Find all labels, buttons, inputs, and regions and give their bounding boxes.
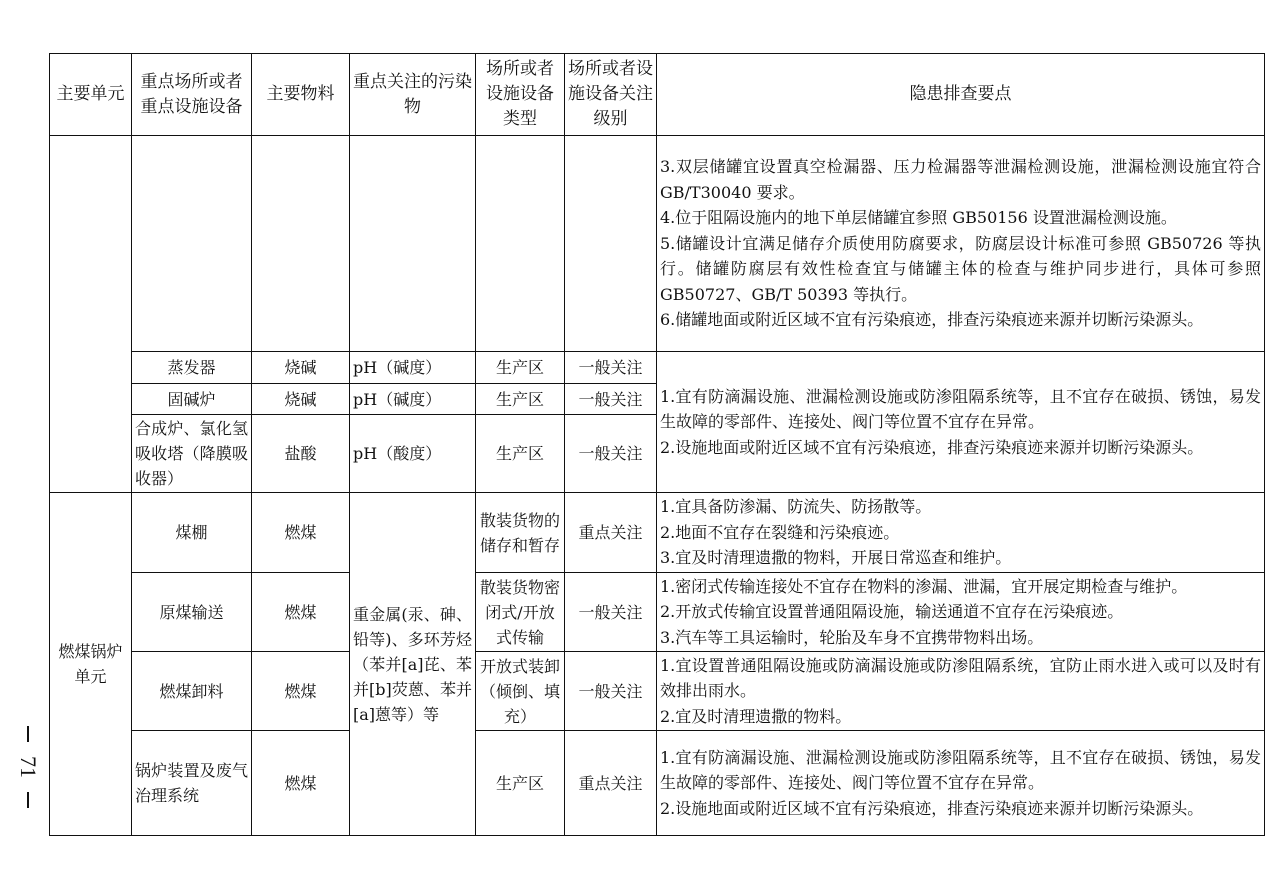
point-item: 6.储罐地面或附近区域不宜有污染痕迹，排查污染痕迹来源并切断污染源头。 bbox=[660, 310, 1204, 330]
pollutant-cell bbox=[350, 136, 476, 352]
page-number-dash-bottom bbox=[27, 792, 29, 808]
level-cell: 一般关注 bbox=[565, 384, 657, 415]
header-pollutant: 重点关注的污染物 bbox=[350, 54, 476, 136]
point-item: 5.储罐设计宜满足储存介质使用防腐要求，防腐层设计标准可参照 GB50726 等执行。储罐防腐层有效性检查宜与储罐主体的检查与维护同步进行，具体可参照 GB50727、GB/T 50393 等执行。 bbox=[660, 233, 1261, 304]
place-cell: 蒸发器 bbox=[132, 352, 252, 384]
place-cell: 合成炉、氯化氢吸收塔（降膜吸收器） bbox=[132, 415, 252, 493]
pollutant-cell: pH（碱度） bbox=[350, 352, 476, 384]
level-cell: 一般关注 bbox=[565, 352, 657, 384]
place-cell: 燃煤卸料 bbox=[132, 652, 252, 731]
level-cell: 重点关注 bbox=[565, 493, 657, 573]
type-cell bbox=[476, 136, 565, 352]
header-row bbox=[50, 54, 1265, 136]
header-points: 隐患排查要点 bbox=[657, 54, 1265, 136]
point-item: 2.宜及时清理遗撒的物料。 bbox=[660, 706, 852, 726]
place-cell: 固碱炉 bbox=[132, 384, 252, 415]
header-material: 主要物料 bbox=[252, 54, 350, 136]
table-row bbox=[50, 731, 1265, 836]
material-cell: 燃煤 bbox=[252, 731, 350, 836]
point-item: 1.宜设置普通阻隔设施或防滴漏设施或防渗阻隔系统，宜防止雨水进入或可以及时有效排出雨水。 bbox=[660, 655, 1261, 701]
point-item: 2.设施地面或附近区域不宜有污染痕迹，排查污染痕迹来源并切断污染源头。 bbox=[660, 798, 1204, 818]
header-type: 场所或者设施设备类型 bbox=[476, 54, 565, 136]
material-cell: 烧碱 bbox=[252, 352, 350, 384]
point-item: 2.开放式传输宜设置普通阻隔设施，输送通道不宜存在污染痕迹。 bbox=[660, 602, 1124, 622]
header-unit: 主要单元 bbox=[50, 54, 132, 136]
unit-cell: 燃煤锅炉单元 bbox=[50, 493, 132, 836]
type-cell: 开放式装卸（倾倒、填充） bbox=[476, 652, 565, 731]
points-cell bbox=[657, 493, 1265, 573]
point-item: 2.设施地面或附近区域不宜有污染痕迹，排查污染痕迹来源并切断污染源头。 bbox=[660, 437, 1204, 457]
page-number-value: 71 bbox=[16, 756, 41, 778]
type-cell: 生产区 bbox=[476, 384, 565, 415]
material-cell: 燃煤 bbox=[252, 652, 350, 731]
type-cell: 生产区 bbox=[476, 415, 565, 493]
place-cell: 锅炉装置及废气治理系统 bbox=[132, 731, 252, 836]
point-item: 3.宜及时清理遗撒的物料，开展日常巡查和维护。 bbox=[660, 548, 1012, 568]
point-item: 4.位于阻隔设施内的地下单层储罐宜参照 GB50156 设置泄漏检测设施。 bbox=[660, 208, 1177, 228]
point-item: 2.地面不宜存在裂缝和污染痕迹。 bbox=[660, 522, 900, 542]
level-cell bbox=[565, 136, 657, 352]
point-item: 1.宜有防滴漏设施、泄漏检测设施或防渗阻隔系统等，且不宜存在破损、锈蚀，易发生故障的零部件、连接处、阀门等位置不宜存在异常。 bbox=[660, 747, 1261, 793]
hazard-inspection-table bbox=[49, 53, 1265, 836]
level-cell: 一般关注 bbox=[565, 415, 657, 493]
points-cell-group1 bbox=[657, 352, 1265, 493]
table-row bbox=[50, 136, 1265, 352]
pollutant-cell: pH（碱度） bbox=[350, 384, 476, 415]
place-cell bbox=[132, 136, 252, 352]
points-cell-continued bbox=[657, 136, 1265, 352]
points-cell bbox=[657, 731, 1265, 836]
level-cell: 一般关注 bbox=[565, 573, 657, 652]
place-cell: 原煤输送 bbox=[132, 573, 252, 652]
type-cell: 散装货物的储存和暂存 bbox=[476, 493, 565, 573]
table-row bbox=[50, 352, 1265, 384]
points-cell bbox=[657, 573, 1265, 652]
pollutant-cell: pH（酸度） bbox=[350, 415, 476, 493]
level-cell: 一般关注 bbox=[565, 652, 657, 731]
point-item: 1.宜具备防渗漏、防流失、防扬散等。 bbox=[660, 497, 932, 517]
material-cell bbox=[252, 136, 350, 352]
type-cell: 散装货物密闭式/开放式传输 bbox=[476, 573, 565, 652]
unit-cell-continued bbox=[50, 136, 132, 493]
header-level: 场所或者设施设备关注级别 bbox=[565, 54, 657, 136]
page-number-dash-top bbox=[27, 726, 29, 742]
material-cell: 燃煤 bbox=[252, 493, 350, 573]
point-item: 1.密闭式传输连接处不宜存在物料的渗漏、泄漏，宜开展定期检查与维护。 bbox=[660, 576, 1188, 596]
material-cell: 烧碱 bbox=[252, 384, 350, 415]
place-cell: 煤棚 bbox=[132, 493, 252, 573]
header-place: 重点场所或者重点设施设备 bbox=[132, 54, 252, 136]
table-row bbox=[50, 652, 1265, 731]
table-row bbox=[50, 573, 1265, 652]
material-cell: 燃煤 bbox=[252, 573, 350, 652]
table-row bbox=[50, 493, 1265, 573]
type-cell: 生产区 bbox=[476, 352, 565, 384]
level-cell: 重点关注 bbox=[565, 731, 657, 836]
type-cell: 生产区 bbox=[476, 731, 565, 836]
points-cell bbox=[657, 652, 1265, 731]
page-number bbox=[6, 712, 50, 822]
point-item: 1.宜有防滴漏设施、泄漏检测设施或防渗阻隔系统等，且不宜存在破损、锈蚀，易发生故障的零部件、连接处、阀门等位置不宜存在异常。 bbox=[660, 386, 1261, 432]
point-item: 3.汽车等工具运输时，轮胎及车身不宜携带物料出场。 bbox=[660, 627, 1044, 647]
pollutant-cell: 重金属(汞、砷、铅等)、多环芳烃（苯并[a]芘、苯并[b]荧蒽、苯并[a]蒽等）等 bbox=[350, 493, 476, 836]
material-cell: 盐酸 bbox=[252, 415, 350, 493]
point-item: 3.双层储罐宜设置真空检漏器、压力检漏器等泄漏检测设施，泄漏检测设施宜符合 GB/T30040 要求。 bbox=[660, 157, 1261, 202]
